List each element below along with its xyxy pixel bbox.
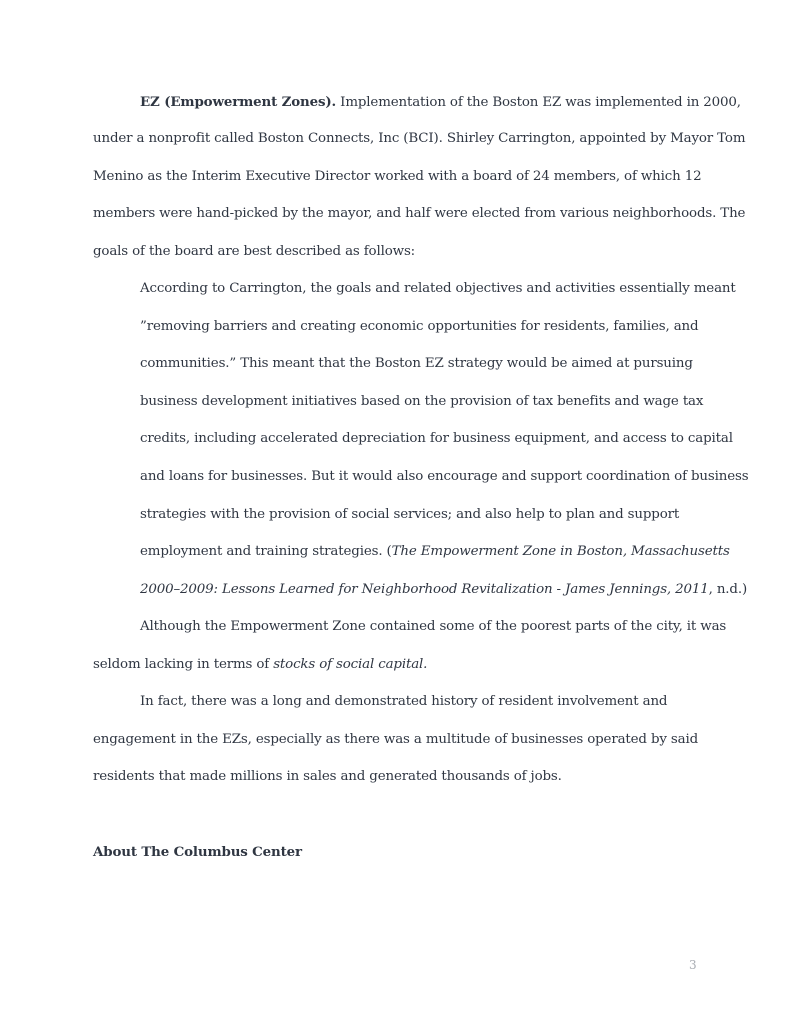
- citation-title: 2000–2009: Lessons Learned for Neighborhood Revitalization - James Jennings, 2011: [140, 582, 709, 597]
- emphasis-text: stocks of social capital.: [273, 657, 428, 672]
- quote-text: employment and training strategies. (: [140, 544, 392, 559]
- paragraph-line: Although the Empowerment Zone contained some of the poorest parts of the city, it was: [140, 619, 727, 634]
- section-heading: About The Columbus Center: [93, 844, 302, 860]
- paragraph-line: residents that made millions in sales and generated thousands of jobs.: [93, 769, 562, 784]
- quote-line: business development initiatives based on the provision of tax benefits and wage tax: [140, 394, 704, 409]
- quote-line: and loans for businesses. But it would also encourage and support coordination of business: [140, 469, 749, 484]
- paragraph-line: In fact, there was a long and demonstrated history of resident involvement and: [140, 694, 668, 709]
- quote-text: , n.d.): [708, 582, 748, 597]
- quote-line: [140, 542, 730, 562]
- quote-line: credits, including accelerated depreciation for business equipment, and access to capital: [140, 431, 733, 446]
- paragraph-line: [93, 655, 427, 675]
- quote-line: strategies with the provision of social services; and also help to plan and support: [140, 507, 680, 522]
- quote-line: According to Carrington, the goals and related objectives and activities essentially meant: [140, 281, 736, 296]
- page-number: 3: [689, 958, 697, 972]
- paragraph-line: engagement in the EZs, especially as there was a multitude of businesses operated by said: [93, 732, 699, 747]
- paragraph-line: [140, 92, 741, 113]
- paragraph-line: goals of the board are best described as follows:: [93, 244, 416, 259]
- quote-line: communities.” This meant that the Boston EZ strategy would be aimed at pursuing: [140, 356, 693, 371]
- quote-line: ”removing barriers and creating economic opportunities for residents, families, and: [140, 319, 699, 334]
- citation-title: The Empowerment Zone in Boston, Massachusetts: [391, 544, 730, 559]
- paragraph-line: members were hand-picked by the mayor, and half were elected from various neighborhoods. The: [93, 206, 746, 221]
- paragraph-text: Implementation of the Boston EZ was implemented in 2000,: [336, 95, 741, 110]
- quote-line: [140, 580, 747, 600]
- paragraph-line: under a nonprofit called Boston Connects, Inc (BCI). Shirley Carrington, appointed by Mayor Tom: [93, 131, 746, 146]
- paragraph-line: Menino as the Interim Executive Director worked with a board of 24 members, of which 12: [93, 169, 702, 184]
- paragraph-text: seldom lacking in terms of: [93, 657, 274, 672]
- paragraph-lead-heading: EZ (Empowerment Zones).: [140, 94, 337, 110]
